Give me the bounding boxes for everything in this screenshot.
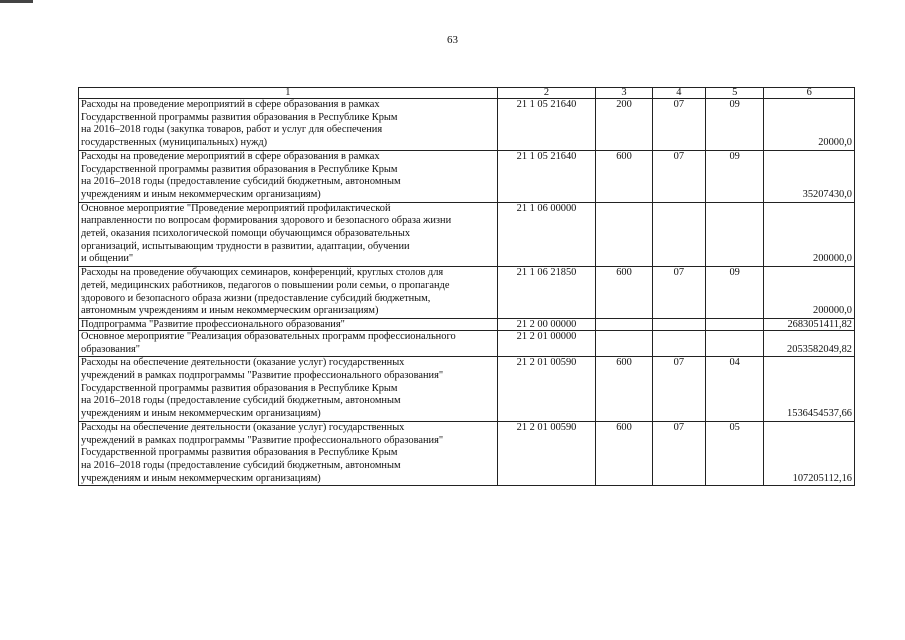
table-row — [79, 99, 855, 151]
column-header-4: 4 — [652, 88, 705, 99]
row-description: Подпрограмма "Развитие профессионального образования" — [79, 318, 498, 330]
row-code: 21 1 06 21850 — [497, 267, 596, 319]
row-col4: 07 — [652, 99, 705, 151]
row-description: Расходы на проведение мероприятий в сфере образования в рамках Государственной программы развития образования в Республике Крым на 2016–2018 годы (закупка товаров, работ и услуг для обеспечения государственных (муниципальных) нужд) — [79, 99, 498, 151]
budget-table — [78, 87, 855, 486]
row-description: Расходы на обеспечение деятельности (оказание услуг) государственных учреждений в рамках подпрограммы "Развитие профессионального образования" Государственной программы развития образования в Республике Крым на 2016–2018 годы (предоставление субсидий бюджетным, автономным учреждениям и иным некоммерческим организациям) — [79, 357, 498, 422]
table-row — [79, 421, 855, 486]
corner-scan-mark — [0, 0, 33, 3]
row-col4: 07 — [652, 150, 705, 202]
column-header-1: 1 — [79, 88, 498, 99]
row-description: Расходы на обеспечение деятельности (оказание услуг) государственных учреждений в рамках подпрограммы "Развитие профессионального образования" Государственной программы развития образования в Республике Крым на 2016–2018 годы (предоставление субсидий бюджетным, автономным учреждениям и иным некоммерческим организациям) — [79, 421, 498, 486]
table-header-row — [79, 88, 855, 99]
row-code: 21 2 01 00000 — [497, 330, 596, 356]
row-col4: 07 — [652, 267, 705, 319]
row-col3 — [596, 330, 652, 356]
row-col4 — [652, 330, 705, 356]
row-description: Основное мероприятие "Проведение мероприятий профилактической направленности по вопросам формирования здорового и безопасного образа жизни детей, оказания психологической помощи обучающимся образовательных организаций, испытывающим трудности в развитии, адаптации, обучении и общении" — [79, 202, 498, 267]
table-row — [79, 202, 855, 267]
table-row — [79, 357, 855, 422]
row-amount: 107205112,16 — [764, 421, 855, 486]
row-code: 21 2 00 00000 — [497, 318, 596, 330]
row-code: 21 1 06 00000 — [497, 202, 596, 267]
row-col5: 04 — [706, 357, 764, 422]
row-code: 21 1 05 21640 — [497, 99, 596, 151]
row-col4: 07 — [652, 421, 705, 486]
row-col5: 05 — [706, 421, 764, 486]
row-amount: 200000,0 — [764, 202, 855, 267]
row-code: 21 2 01 00590 — [497, 421, 596, 486]
row-col5: 09 — [706, 99, 764, 151]
row-col5: 09 — [706, 150, 764, 202]
row-col3 — [596, 202, 652, 267]
row-description: Расходы на проведение мероприятий в сфере образования в рамках Государственной программы развития образования в Республике Крым на 2016–2018 годы (предоставление субсидий бюджетным, автономным учреждениям и иным некоммерческим организациям) — [79, 150, 498, 202]
row-col5 — [706, 330, 764, 356]
table-row — [79, 267, 855, 319]
row-col3: 600 — [596, 150, 652, 202]
row-col3: 600 — [596, 357, 652, 422]
row-col3 — [596, 318, 652, 330]
row-amount: 200000,0 — [764, 267, 855, 319]
row-col5 — [706, 318, 764, 330]
row-description: Основное мероприятие "Реализация образовательных программ профессионального образования" — [79, 330, 498, 356]
row-col3: 600 — [596, 267, 652, 319]
table-row — [79, 318, 855, 330]
row-col3: 600 — [596, 421, 652, 486]
page-number: 63 — [447, 34, 458, 46]
column-header-6: 6 — [764, 88, 855, 99]
column-header-5: 5 — [706, 88, 764, 99]
column-header-2: 2 — [497, 88, 596, 99]
column-header-3: 3 — [596, 88, 652, 99]
table-row — [79, 330, 855, 356]
row-col5: 09 — [706, 267, 764, 319]
row-description: Расходы на проведение обучающих семинаров, конференций, круглых столов для детей, медицинских работников, педагогов о повышении роли семьи, о пропаганде здорового и безопасного образа жизни (предоставление субсидий бюджетным, автономным учреждениям и иным некоммерческим организациям) — [79, 267, 498, 319]
row-amount: 2683051411,82 — [764, 318, 855, 330]
row-col4 — [652, 202, 705, 267]
row-col4 — [652, 318, 705, 330]
row-col5 — [706, 202, 764, 267]
row-col4: 07 — [652, 357, 705, 422]
row-amount: 2053582049,82 — [764, 330, 855, 356]
row-amount: 20000,0 — [764, 99, 855, 151]
row-code: 21 2 01 00590 — [497, 357, 596, 422]
row-code: 21 1 05 21640 — [497, 150, 596, 202]
table-row — [79, 150, 855, 202]
row-amount: 1536454537,66 — [764, 357, 855, 422]
row-col3: 200 — [596, 99, 652, 151]
row-amount: 35207430,0 — [764, 150, 855, 202]
